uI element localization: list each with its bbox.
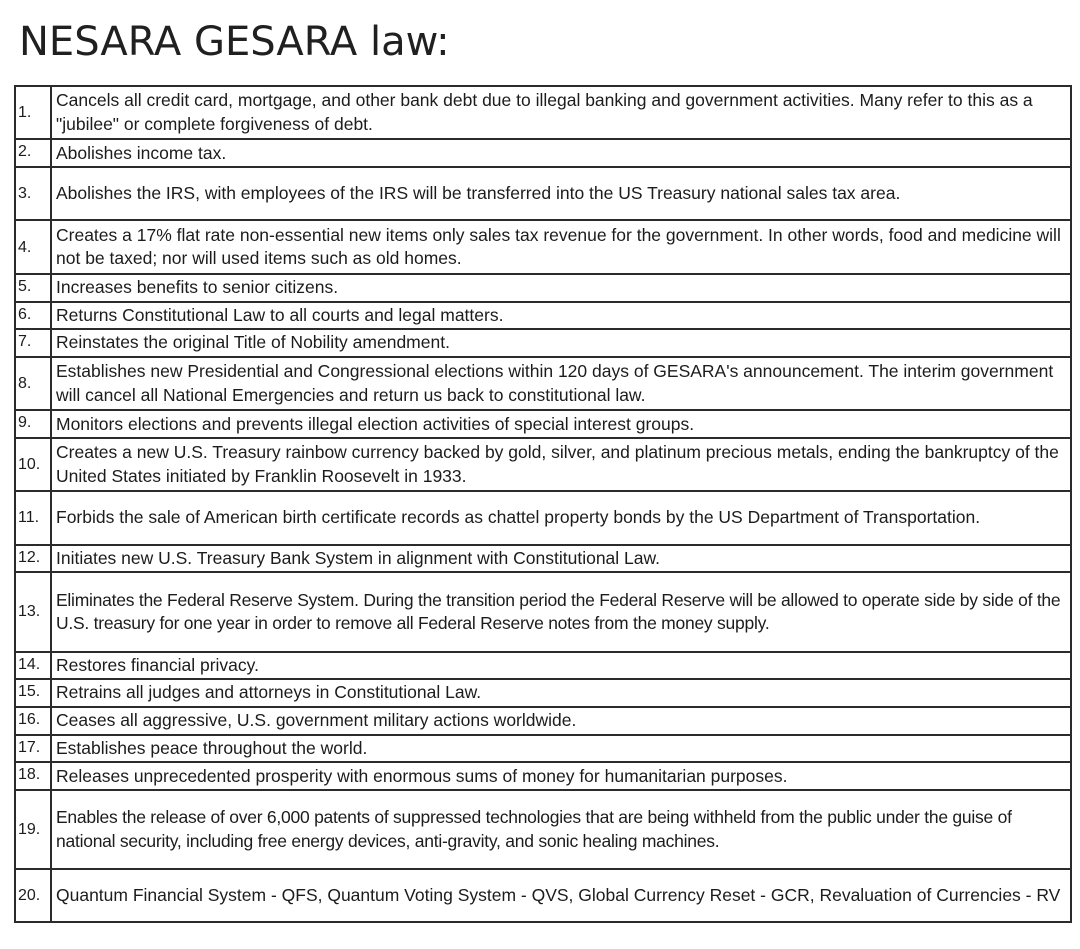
law-item-text: Retrains all judges and attorneys in Constitutional Law.: [51, 679, 1071, 707]
law-item-text: Monitors elections and prevents illegal election activities of special interest groups.: [51, 410, 1071, 438]
law-list-table: [14, 85, 1072, 923]
law-item-text: Forbids the sale of American birth certificate records as chattel property bonds by the US Department of Transportation.: [51, 491, 1071, 544]
law-row: [15, 220, 1071, 273]
law-row: [15, 139, 1071, 167]
law-row: [15, 302, 1071, 330]
law-row: [15, 679, 1071, 707]
law-row: [15, 762, 1071, 790]
law-row: [15, 735, 1071, 763]
law-item-text: Abolishes income tax.: [51, 139, 1071, 167]
law-item-text: Abolishes the IRS, with employees of the IRS will be transferred into the US Treasury national sales tax area.: [51, 167, 1071, 220]
law-item-text: Releases unprecedented prosperity with enormous sums of money for humanitarian purposes.: [51, 762, 1071, 790]
law-item-text: Increases benefits to senior citizens.: [51, 274, 1071, 302]
law-item-text: Quantum Financial System - QFS, Quantum Voting System - QVS, Global Currency Reset - GCR, Revaluation of Currencies - RV: [51, 869, 1071, 922]
law-item-number: 6.: [15, 302, 51, 330]
law-row: [15, 545, 1071, 573]
law-row: [15, 869, 1071, 922]
law-item-number: 3.: [15, 167, 51, 220]
law-item-number: 15.: [15, 679, 51, 707]
law-item-number: 1.: [15, 86, 51, 139]
law-item-number: 13.: [15, 572, 51, 651]
law-item-text: Ceases all aggressive, U.S. government military actions worldwide.: [51, 707, 1071, 735]
law-item-number: 17.: [15, 735, 51, 763]
law-item-text: Reinstates the original Title of Nobility amendment.: [51, 329, 1071, 357]
law-item-text: Initiates new U.S. Treasury Bank System in alignment with Constitutional Law.: [51, 545, 1071, 573]
law-item-number: 10.: [15, 438, 51, 491]
law-item-number: 14.: [15, 652, 51, 680]
law-row: [15, 167, 1071, 220]
law-item-text: Restores financial privacy.: [51, 652, 1071, 680]
law-item-text: Returns Constitutional Law to all courts and legal matters.: [51, 302, 1071, 330]
law-row: [15, 707, 1071, 735]
law-item-text: Creates a new U.S. Treasury rainbow currency backed by gold, silver, and platinum precious metals, ending the bankruptcy of the United States initiated by Franklin Roosevelt in 1933.: [51, 438, 1071, 491]
law-row: [15, 652, 1071, 680]
law-item-text: Creates a 17% flat rate non-essential new items only sales tax revenue for the government. In other words, food and medicine will not be taxed; nor will used items such as old homes.: [51, 220, 1071, 273]
law-row: [15, 790, 1071, 869]
law-row: [15, 357, 1071, 410]
law-item-text: Cancels all credit card, mortgage, and other bank debt due to illegal banking and government activities. Many refer to this as a "jubilee" or complete forgiveness of debt.: [51, 86, 1071, 139]
law-item-text: Enables the release of over 6,000 patents of suppressed technologies that are being withheld from the public under the guise of national security, including free energy devices, anti-gravity, and sonic healing machines.: [51, 790, 1071, 869]
law-row: [15, 491, 1071, 544]
law-item-number: 2.: [15, 139, 51, 167]
law-list-body: [15, 86, 1071, 922]
law-item-number: 12.: [15, 545, 51, 573]
law-item-number: 8.: [15, 357, 51, 410]
law-item-text: Eliminates the Federal Reserve System. During the transition period the Federal Reserve will be allowed to operate side by side of the U.S. treasury for one year in order to remove all Federal Reserve notes from the money supply.: [51, 572, 1071, 651]
law-item-number: 16.: [15, 707, 51, 735]
law-item-number: 7.: [15, 329, 51, 357]
law-item-text: Establishes peace throughout the world.: [51, 735, 1071, 763]
law-item-number: 5.: [15, 274, 51, 302]
law-row: [15, 438, 1071, 491]
law-item-number: 19.: [15, 790, 51, 869]
law-item-number: 18.: [15, 762, 51, 790]
law-row: [15, 410, 1071, 438]
law-row: [15, 274, 1071, 302]
law-item-number: 4.: [15, 220, 51, 273]
page-title: NESARA GESARA law:: [19, 19, 450, 65]
law-item-number: 11.: [15, 491, 51, 544]
law-row: [15, 572, 1071, 651]
law-row: [15, 329, 1071, 357]
law-item-text: Establishes new Presidential and Congressional elections within 120 days of GESARA's announcement. The interim government will cancel all National Emergencies and return us back to constitutional law.: [51, 357, 1071, 410]
law-item-number: 20.: [15, 869, 51, 922]
law-row: [15, 86, 1071, 139]
law-item-number: 9.: [15, 410, 51, 438]
